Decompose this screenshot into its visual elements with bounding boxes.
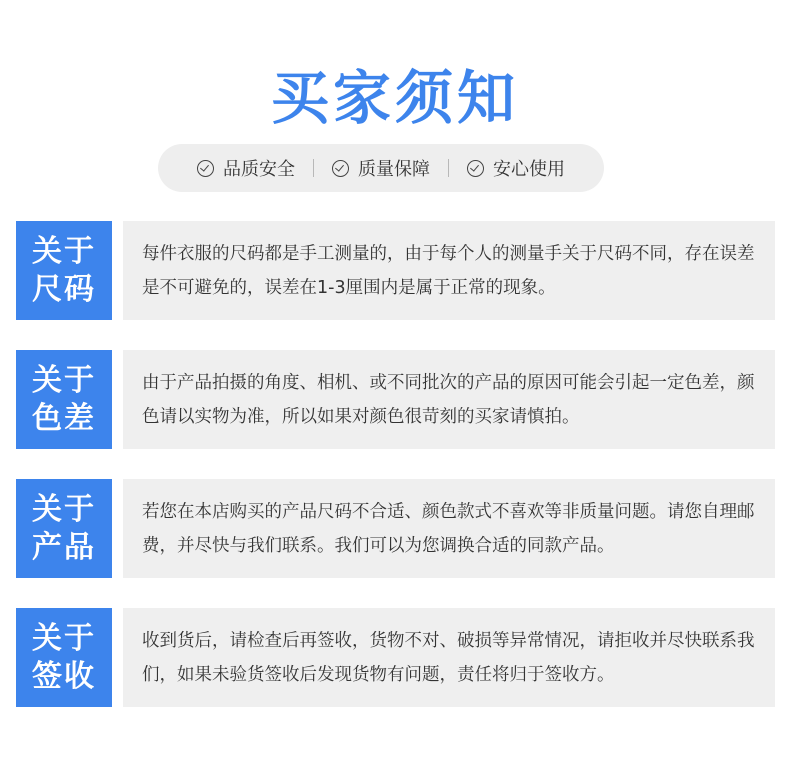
badge-label: 品质安全 bbox=[223, 159, 295, 180]
page-title: 买家须知 bbox=[270, 64, 519, 132]
check-circle-icon bbox=[197, 160, 214, 177]
section-tag bbox=[16, 479, 112, 578]
section-tag-line2: 色差 bbox=[32, 400, 96, 436]
section-color-difference bbox=[16, 350, 775, 449]
section-tag-line1: 关于 bbox=[32, 233, 96, 269]
badge-quality-safety bbox=[179, 155, 313, 181]
section-tag-line2: 签收 bbox=[32, 658, 96, 694]
badge-safe-use bbox=[449, 155, 583, 181]
check-circle-icon bbox=[332, 160, 349, 177]
section-text: 收到货后，请检查后再签收，货物不对、破损等异常情况，请拒收并尽快联系我们，如果未验货签收后发现货物有问题，责任将归于签收方。 bbox=[123, 608, 775, 707]
badge-label: 质量保障 bbox=[358, 159, 430, 180]
section-tag-line1: 关于 bbox=[32, 620, 96, 656]
section-sign-for bbox=[16, 608, 775, 707]
section-tag bbox=[16, 350, 112, 449]
guarantee-badges bbox=[158, 144, 604, 192]
section-tag-line2: 尺码 bbox=[32, 271, 96, 307]
section-tag-line2: 产品 bbox=[32, 529, 96, 565]
section-size bbox=[16, 221, 775, 320]
badge-quality-guarantee bbox=[314, 155, 448, 181]
check-circle-icon bbox=[467, 160, 484, 177]
section-tag bbox=[16, 608, 112, 707]
section-product bbox=[16, 479, 775, 578]
section-text: 由于产品拍摄的角度、相机、或不同批次的产品的原因可能会引起一定色差，颜色请以实物为准，所以如果对颜色很苛刻的买家请慎拍。 bbox=[123, 350, 775, 449]
section-tag bbox=[16, 221, 112, 320]
section-text: 若您在本店购买的产品尺码不合适、颜色款式不喜欢等非质量问题。请您自理邮费，并尽快与我们联系。我们可以为您调换合适的同款产品。 bbox=[123, 479, 775, 578]
section-text: 每件衣服的尺码都是手工测量的，由于每个人的测量手关于尺码不同，存在误差是不可避免的，误差在1-3厘围内是属于正常的现象。 bbox=[123, 221, 775, 320]
section-tag-line1: 关于 bbox=[32, 362, 96, 398]
badge-label: 安心使用 bbox=[493, 159, 565, 180]
section-tag-line1: 关于 bbox=[32, 491, 96, 527]
